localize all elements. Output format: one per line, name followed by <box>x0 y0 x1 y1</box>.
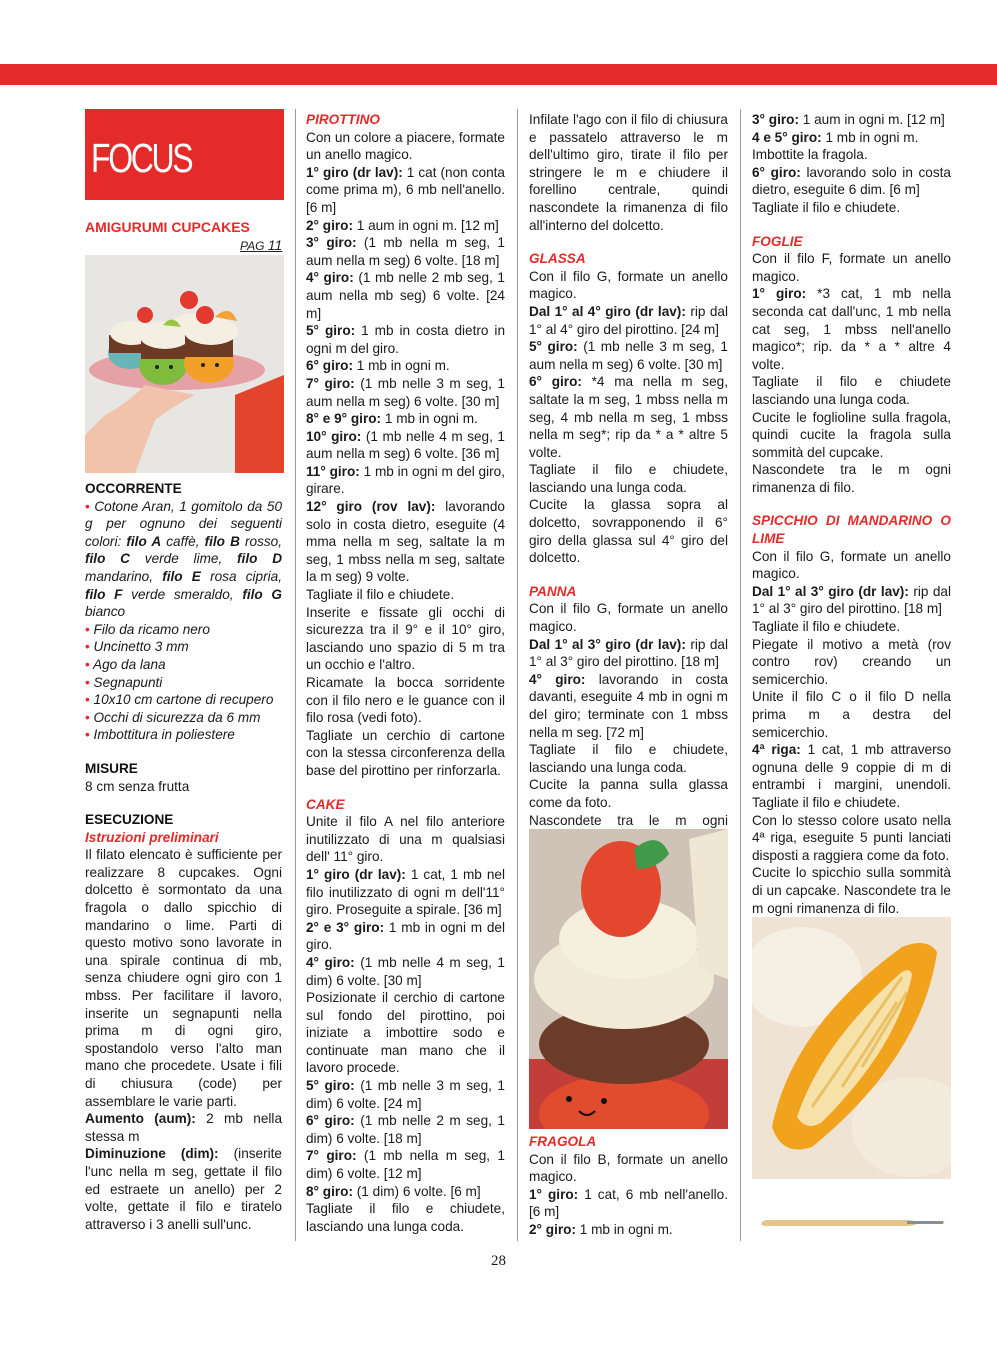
paragraph: 5° giro: (1 mb nelle 3 m seg, 1 aum nella m seg) 6 volte. [30 m] <box>529 339 728 372</box>
paragraph: Ricamate la bocca sorridente con il filo nero e le guance con il filo rosa (vedi foto). <box>306 675 505 726</box>
paragraph: Cucite la glassa sopra al dolcetto, sovrapponendo il 6° giro della glassa sul 4° giro del dolcetto. <box>529 497 728 566</box>
paragraph: Posizionate il cerchio di cartone sul fondo del pirottino, poi iniziate a imbottire sodo e continuate man mano che il lavoro procede. <box>306 990 505 1076</box>
spicchio-heading: SPICCHIO DI MANDARINO O LIME <box>752 513 951 547</box>
paragraph: Imbottite la fragola. <box>752 147 868 163</box>
paragraph: Con il filo G, formate un anello magico. <box>529 268 728 302</box>
list-item: • Ago da lana <box>85 656 166 672</box>
diminuzione-paragraph: Diminuzione (dim): (inserite l'unc nella m seg, gettate il filo ed estraete un anello) per 2 volte, gettate il filo e tiratelo attraverso i 3 anelli sull'unc. <box>85 1146 282 1232</box>
paragraph: 8° giro: (1 dim) 6 volte. [6 m] <box>306 1183 481 1199</box>
paragraph: 6° giro: (1 mb nelle 2 m seg, 1 dim) 6 volte. [18 m] <box>306 1113 505 1146</box>
paragraph: 2° e 3° giro: 1 mb in ogni m del giro. <box>306 919 506 953</box>
paragraph: 1° giro (dr lav): 1 cat (non conta come prima m), 6 mb nell'anello. [6 m] <box>306 164 505 215</box>
paragraph: 1° giro: *3 cat, 1 mb nella seconda cat dall'unc, 1 mb nella cat seg, 1 mbss nell'anello magico*; rip. da * a * altre 4 volte. <box>752 286 951 372</box>
paragraph: 6° giro: *4 ma nella m seg, saltate la m seg, 1 mbss nella m seg, 4 mb nella m seg, 1 mbss nella m seg*; rip da * a * altre 5 volte. <box>529 374 728 460</box>
paragraph: Tagliate il filo e chiudete lasciando una lunga coda. <box>752 374 951 407</box>
paragraph: 6° giro: lavorando solo in costa dietro, eseguite 6 dim. [6 m] <box>752 164 951 198</box>
paragraph: 1° giro: 1 cat, 6 mb nell'anello. [6 m] <box>529 1186 728 1220</box>
list-item: • Imbottitura in poliestere <box>85 727 235 743</box>
section-label: FOCUS <box>91 135 192 181</box>
paragraph: Con il filo F, formate un anello magico. <box>752 251 951 284</box>
paragraph: Dal 1° al 4° giro (dr lav): rip dal 1° al 4° giro del pirottino. [24 m] <box>529 303 729 337</box>
misure-text: 8 cm senza frutta <box>85 778 190 794</box>
paragraph: Tagliate il filo e chiudete. <box>752 619 901 635</box>
paragraph: Con il filo B, formate un anello magico. <box>529 1151 728 1185</box>
paragraph: 3° giro: (1 mb nella m seg, 1 aum nella m seg) 6 volte. [18 m] <box>306 235 505 268</box>
paragraph: Infilate l'ago con il filo di chiusura e passatelo attraverso le m dell'ultimo giro, tirate il filo per stringere le m e chiudere il forellino centrale, quindi nascondete la rimanenza di filo all'interno del dolcetto. <box>529 112 728 233</box>
paragraph: 4° giro: (1 mb nelle 4 m seg, 1 dim) 6 volte. [30 m] <box>306 954 505 988</box>
paragraph: 4° giro: lavorando in costa davanti, eseguite 4 mb in ogni m del giro; terminate con 1 mbss nella m seg. [72 m] <box>529 671 728 740</box>
paragraph: Unite il filo A nel filo anteriore inutilizzato di una m qualsiasi dell' 11° giro. <box>306 814 505 865</box>
list-item: • Filo da ricamo nero <box>85 621 210 637</box>
column-4 <box>752 111 951 917</box>
paragraph: Con lo stesso colore usato nella 4ª riga, eseguite 5 punti lanciati disposti a raggiera come da foto. <box>752 812 951 863</box>
list-item: • Uncinetto 3 mm <box>85 639 189 655</box>
paragraph: Tagliate il filo e chiudete. <box>306 587 455 603</box>
column-divider <box>517 109 518 1241</box>
materials-list <box>85 498 282 744</box>
pag-number: 11 <box>267 237 283 253</box>
paragraph: Tagliate il filo e chiudete, lasciando una lunga coda. <box>529 462 728 495</box>
paragraph: 2° giro: 1 aum in ogni m. [12 m] <box>306 217 499 233</box>
strawberry-cupcake-photo <box>529 829 728 1129</box>
istruzioni-heading: Istruzioni preliminari <box>85 829 219 845</box>
paragraph: Dal 1° al 3° giro (dr lav): rip dal 1° al 3° giro del pirottino. [18 m] <box>752 583 952 617</box>
cake-heading: CAKE <box>306 796 345 812</box>
paragraph: Tagliate il filo e chiudete, lasciando una lunga coda. <box>529 742 728 775</box>
misure-heading: MISURE <box>85 760 138 776</box>
paragraph: Unite il filo C o il filo D nella prima m a destra del semicerchio. <box>752 689 951 740</box>
paragraph: Inserite e fissate gli occhi di sicurezza tra il 9° e il 10° giro, lasciando uno spazio di 5 m tra un occhio e l'altro. <box>306 604 505 673</box>
fragola-heading: FRAGOLA <box>529 1134 597 1149</box>
panna-heading: PANNA <box>529 583 577 599</box>
paragraph: 5° giro: 1 mb in costa dietro in ogni m del giro. <box>306 323 506 356</box>
aumento-paragraph: Aumento (aum): 2 mb nella stessa m <box>85 1111 282 1144</box>
mandarin-slice-photo <box>752 917 951 1179</box>
paragraph: Nascondete tra le m ogni rimanenza di filo. <box>752 462 951 495</box>
paragraph: 4° giro: (1 mb nelle 2 mb seg, 1 aum nella mb seg) 6 volte. [24 m] <box>306 270 505 321</box>
page-number: 28 <box>491 1253 506 1269</box>
pirottino-heading: PIROTTINO <box>306 112 381 127</box>
paragraph: 6° giro: 1 mb in ogni m. <box>306 358 450 374</box>
paragraph: Tagliate un cerchio di cartone con la stessa circonferenza della base del pirottino per rinforzarla. <box>306 727 505 778</box>
paragraph: Tagliate il filo e chiudete, lasciando una lunga coda. <box>306 1201 505 1234</box>
paragraph: Con un colore a piacere, formate un anello magico. <box>306 129 505 163</box>
paragraph: Piegate il motivo a metà (rov contro rov) creando un semicerchio. <box>752 636 951 687</box>
paragraph: 8° e 9° giro: 1 mb in ogni m. <box>306 411 478 427</box>
list-item: • Segnapunti <box>85 674 163 690</box>
paragraph: 5° giro: (1 mb nelle 3 m seg, 1 dim) 6 volte. [24 m] <box>306 1078 505 1111</box>
cupcakes-photo <box>85 255 284 473</box>
list-item: • 10x10 cm cartone di recupero <box>85 692 274 708</box>
section-label-box <box>85 109 284 200</box>
column-divider <box>295 109 296 1241</box>
paragraph: Con il filo G, formate un anello magico. <box>752 548 951 582</box>
paragraph: 3° giro: 1 aum in ogni m. [12 m] <box>752 112 945 127</box>
pag-label: PAG <box>240 239 265 253</box>
column-3-bottom <box>529 1133 728 1239</box>
paragraph: 12° giro (rov lav): lavorando solo in costa dietro, eseguite (4 mma nella m seg, saltate la m seg, 1 mbss nella m seg, saltate la m seg) 9 volte. <box>306 499 505 585</box>
paragraph: Cucite lo spicchio sulla sommità di un capcake. Nascondete tra le m ogni rimanenza di filo. <box>752 865 951 916</box>
paragraph: Tagliate il filo e chiudete. <box>752 199 901 215</box>
esecuzione-heading: ESECUZIONE <box>85 812 174 828</box>
crochet-hook-icon <box>757 1213 947 1231</box>
istruzioni-text: Il filato elencato è sufficiente per realizzare 8 cupcakes. Ogni dolcetto è sormontato da una fragola o dallo spicchio di mandarino o lime. Parti di questo motivo sono lavorate in una spirale continua di mb, senza chiudere ogni giro con 1 mbss. Per facilitare il lavoro, inserite un segnapunti nella prima m di ogni giro, spostandolo verso l'alto man mano che procedete. Usate i fili di chiusura (code) per assemblare le varie parti. <box>85 847 282 1109</box>
paragraph: 1° giro (dr lav): 1 cat, 1 mb nel filo inutilizzato di ogni m dell'11° giro. Proseguite a spirale. [36 m] <box>306 866 505 918</box>
paragraph: Cucite la panna sulla glassa come da foto. <box>529 777 728 810</box>
paragraph: 4ª riga: 1 cat, 1 mb attraverso ognuna delle 9 coppie di m di entrambi i margini, unendoli. Tagliate il filo e chiudete. <box>752 742 952 810</box>
column-2 <box>306 111 505 1235</box>
paragraph: 10° giro: (1 mb nelle 4 m seg, 1 aum nella m seg) 6 volte. [36 m] <box>306 428 505 462</box>
paragraph: 7° giro: (1 mb nelle 3 m seg, 1 aum nella m seg) 6 volte. [30 m] <box>306 375 505 409</box>
paragraph: 7° giro: (1 mb nella m seg, 1 dim) 6 volte. [12 m] <box>306 1148 505 1182</box>
paragraph: 4 e 5° giro: 1 mb in ogni m. <box>752 129 919 145</box>
glassa-heading: GLASSA <box>529 251 586 267</box>
paragraph: Dal 1° al 3° giro (dr lav): rip dal 1° al 3° giro del pirottino. [18 m] <box>529 636 729 670</box>
paragraph: 11° giro: 1 mb in ogni m del giro, girare. <box>306 463 505 497</box>
column-1 <box>85 480 282 1233</box>
article-title: AMIGURUMI CUPCAKES <box>85 219 250 235</box>
paragraph: 2° giro: 1 mb in ogni m. <box>529 1221 673 1237</box>
column-divider <box>740 109 741 1241</box>
list-item: • Cotone Aran, 1 gomitolo da 50 g per ognuno dei seguenti colori: filo A caffè, filo B rosso, filo C verde lime, filo D mandarino, filo E rosa cipria, filo F verde smeraldo, filo G bianco <box>85 498 283 620</box>
foglie-heading: FOGLIE <box>752 233 803 249</box>
column-3 <box>529 111 728 847</box>
paragraph: Nascondete tra le m ogni <box>529 812 728 828</box>
top-color-bar <box>0 64 997 85</box>
paragraph: Con il filo G, formate un anello magico. <box>529 601 728 635</box>
page-reference <box>240 237 282 253</box>
list-item: • Occhi di sicurezza da 6 mm <box>85 709 261 725</box>
paragraph: Cucite le foglioline sulla fragola, quindi cucite la fragola sulla sommità del cupcake. <box>752 409 951 460</box>
occorrente-heading: OCCORRENTE <box>85 481 182 496</box>
